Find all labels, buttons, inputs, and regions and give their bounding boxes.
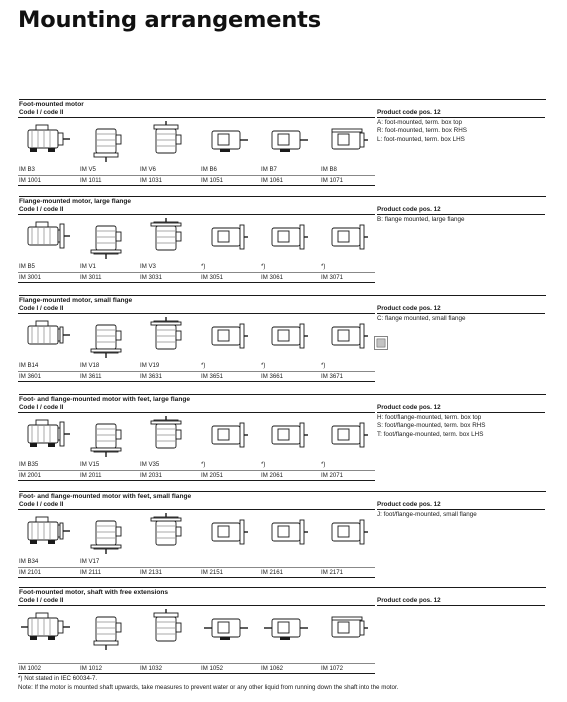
mounting-cell xyxy=(79,416,137,480)
motor-flange-side-icon xyxy=(200,218,256,262)
motor-flange-side-icon xyxy=(320,218,376,262)
mounting-name: *) xyxy=(321,362,326,369)
mounting-name: IM V1 xyxy=(80,263,96,270)
mounting-code: IM 3061 xyxy=(261,274,284,281)
mounting-code: IM 1011 xyxy=(80,177,102,184)
mounting-name: *) xyxy=(261,461,266,468)
footnote-note: Note: If the motor is mounted shaft upwards, take measures to prevent water or any other liquid from running down the shaft into the motor. xyxy=(18,684,399,691)
mounting-cell xyxy=(139,416,197,480)
mounting-name: *) xyxy=(321,461,326,468)
section-title: Foot- and flange-mounted motor with feet, large flange xyxy=(19,394,546,403)
mounting-section xyxy=(18,491,545,581)
mounting-section xyxy=(18,99,545,189)
product-code-option: A: foot-mounted, term. box top xyxy=(377,119,463,126)
mounting-cell xyxy=(139,609,197,673)
mounting-cell xyxy=(79,317,137,381)
mounting-cell xyxy=(79,609,137,673)
mounting-cell xyxy=(260,513,318,577)
mounting-code: IM 3071 xyxy=(321,274,344,281)
mounting-cell xyxy=(320,218,378,282)
product-code-label: Product code pos. 12 xyxy=(377,305,441,312)
motor-vertical-shaft-up-icon xyxy=(139,609,195,653)
mounting-name: IM V5 xyxy=(80,166,96,173)
mounting-cell xyxy=(260,317,318,381)
mounting-cell xyxy=(260,121,318,185)
mounting-code: IM 2071 xyxy=(321,472,344,479)
product-code-options xyxy=(377,216,465,224)
mounting-name: *) xyxy=(201,362,206,369)
mounting-name: IM V6 xyxy=(140,166,156,173)
mounting-cell xyxy=(18,218,76,282)
divider xyxy=(377,412,545,413)
product-code-options xyxy=(377,119,467,144)
mounting-cell xyxy=(79,218,137,282)
mounting-code: IM 1032 xyxy=(140,665,163,672)
mounting-cell xyxy=(200,218,258,282)
mounting-cell xyxy=(320,609,378,673)
mounting-cell xyxy=(79,121,137,185)
mounting-cell xyxy=(200,416,258,480)
mounting-cell xyxy=(320,416,378,480)
section-title: Foot-mounted motor, shaft with free extensions xyxy=(19,587,546,596)
motor-flange-side-icon xyxy=(200,513,256,557)
mounting-name: IM B5 xyxy=(19,263,35,270)
footnote-not-stated: *) Not stated in IEC 60034-7. xyxy=(18,675,98,682)
mounting-section xyxy=(18,295,545,385)
divider xyxy=(377,313,545,314)
code-column-label: Code I / code II xyxy=(19,206,64,213)
mounting-cell xyxy=(79,513,137,577)
mounting-code: IM 3671 xyxy=(321,373,344,380)
divider xyxy=(18,412,375,413)
product-code-label: Product code pos. 12 xyxy=(377,597,441,604)
code-column-label: Code I / code II xyxy=(19,404,64,411)
motor-vertical-flange-down-icon xyxy=(79,218,135,262)
mounting-cell xyxy=(18,609,76,673)
motor-flange-side-icon xyxy=(320,416,376,460)
motor-ceiling-mounted-icon xyxy=(320,609,376,653)
motor-wall-mounted-icon xyxy=(260,121,316,165)
mounting-code: IM 1061 xyxy=(261,177,284,184)
product-code-option: R: foot-mounted, term. box RHS xyxy=(377,127,467,135)
mounting-code: IM 1001 xyxy=(19,177,42,184)
motor-flange-side-icon xyxy=(320,317,376,361)
divider xyxy=(18,381,375,382)
code-column-label: Code I / code II xyxy=(19,597,64,604)
mounting-cell xyxy=(200,513,258,577)
mounting-code: IM 1072 xyxy=(321,665,344,672)
mounting-code: IM 2111 xyxy=(80,569,102,576)
mounting-cell xyxy=(320,513,378,577)
code-column-label: Code I / code II xyxy=(19,109,64,116)
divider xyxy=(18,605,375,606)
code-column-label: Code I / code II xyxy=(19,501,64,508)
mounting-name: *) xyxy=(201,461,206,468)
mounting-code: IM 3031 xyxy=(140,274,163,281)
mounting-code: IM 2131 xyxy=(140,569,163,576)
mounting-name: IM B8 xyxy=(321,166,337,173)
mounting-code: IM 1051 xyxy=(201,177,224,184)
product-code-option: J: foot/flange-mounted, small flange xyxy=(377,511,477,518)
mounting-name: *) xyxy=(201,263,206,270)
mounting-code: IM 2031 xyxy=(140,472,163,479)
product-code-options xyxy=(377,315,466,323)
mounting-name: IM V17 xyxy=(80,558,100,565)
page-title: Mounting arrangements xyxy=(18,7,321,33)
divider xyxy=(18,577,375,578)
mounting-code: IM 3011 xyxy=(80,274,102,281)
mounting-cell xyxy=(139,121,197,185)
mounting-cell xyxy=(18,513,76,577)
motor-double-shaft-wall-icon xyxy=(260,609,316,653)
mounting-cell xyxy=(139,218,197,282)
mounting-code: IM 1031 xyxy=(140,177,163,184)
grid-overlay-icon[interactable] xyxy=(374,336,388,350)
mounting-cell xyxy=(260,416,318,480)
motor-flange-side-icon xyxy=(200,317,256,361)
motor-double-shaft-wall-icon xyxy=(200,609,256,653)
mounting-section xyxy=(18,196,545,286)
mounting-code: IM 3051 xyxy=(201,274,224,281)
section-title: Foot- and flange-mounted motor with feet, small flange xyxy=(19,491,546,500)
divider xyxy=(18,673,375,674)
mounting-cell xyxy=(18,416,76,480)
motor-wall-mounted-icon xyxy=(200,121,256,165)
mounting-code: IM 1052 xyxy=(201,665,224,672)
mounting-section xyxy=(18,394,545,484)
mounting-code: IM 1002 xyxy=(19,665,42,672)
divider xyxy=(377,214,545,215)
motor-flange-side-icon xyxy=(260,513,316,557)
product-code-label: Product code pos. 12 xyxy=(377,404,441,411)
mounting-code: IM 2051 xyxy=(201,472,224,479)
product-code-label: Product code pos. 12 xyxy=(377,109,441,116)
mounting-cell xyxy=(200,317,258,381)
mounting-name: IM B35 xyxy=(19,461,39,468)
mounting-name: *) xyxy=(261,362,266,369)
divider xyxy=(18,313,375,314)
motor-flange-side-icon xyxy=(200,416,256,460)
mounting-name: *) xyxy=(321,263,326,270)
mounting-name: IM B7 xyxy=(261,166,277,173)
mounting-code: IM 3651 xyxy=(201,373,224,380)
mounting-code: IM 2161 xyxy=(261,569,284,576)
motor-large-flange-icon xyxy=(18,218,74,262)
mounting-name: IM V19 xyxy=(140,362,160,369)
mounting-cell xyxy=(18,317,76,381)
motor-vertical-flange-up-icon xyxy=(139,513,195,557)
divider xyxy=(18,282,375,283)
motor-feet-large-flange-icon xyxy=(18,416,74,460)
product-code-option: S: foot/flange-mounted, term. box RHS xyxy=(377,422,486,430)
divider xyxy=(18,509,375,510)
mounting-cell xyxy=(320,121,378,185)
divider xyxy=(377,509,545,510)
mounting-name: IM B34 xyxy=(19,558,39,565)
mounting-name: IM V18 xyxy=(80,362,100,369)
mounting-code: IM 2061 xyxy=(261,472,284,479)
mounting-cell xyxy=(200,609,258,673)
mounting-code: IM 1062 xyxy=(261,665,284,672)
motor-vertical-shaft-up-icon xyxy=(139,121,195,165)
motor-ceiling-mounted-icon xyxy=(320,121,376,165)
motor-vertical-flange-down-icon xyxy=(79,317,135,361)
product-code-options xyxy=(377,414,486,439)
motor-double-shaft-icon xyxy=(18,609,74,653)
mounting-cell xyxy=(200,121,258,185)
mounting-name: *) xyxy=(261,263,266,270)
mounting-code: IM 2151 xyxy=(201,569,224,576)
divider xyxy=(18,117,375,118)
product-code-option: B: flange mounted, large flange xyxy=(377,216,465,223)
mounting-cell xyxy=(18,121,76,185)
motor-flange-side-icon xyxy=(260,416,316,460)
product-code-option: H: foot/flange-mounted, term. box top xyxy=(377,414,482,421)
motor-vertical-flange-up-icon xyxy=(139,416,195,460)
motor-vertical-flange-down-icon xyxy=(79,416,135,460)
mounting-name: IM V15 xyxy=(80,461,100,468)
motor-vertical-flange-up-icon xyxy=(139,317,195,361)
mounting-code: IM 1012 xyxy=(80,665,103,672)
section-title: Flange-mounted motor, small flange xyxy=(19,295,546,304)
mounting-section xyxy=(18,587,545,677)
divider xyxy=(377,605,545,606)
product-code-options xyxy=(377,511,477,519)
mounting-code: IM 3601 xyxy=(19,373,42,380)
product-code-label: Product code pos. 12 xyxy=(377,206,441,213)
motor-vertical-flange-up-icon xyxy=(139,218,195,262)
mounting-code: IM 3661 xyxy=(261,373,284,380)
motor-flange-side-icon xyxy=(260,317,316,361)
mounting-name: IM B6 xyxy=(201,166,217,173)
mounting-code: IM 3001 xyxy=(19,274,42,281)
mounting-code: IM 1071 xyxy=(321,177,344,184)
motor-vertical-shaft-down-icon xyxy=(79,609,135,653)
mounting-cell xyxy=(260,218,318,282)
product-code-label: Product code pos. 12 xyxy=(377,501,441,508)
motor-horizontal-feet-icon xyxy=(18,121,74,165)
divider xyxy=(377,117,545,118)
divider xyxy=(18,185,375,186)
motor-flange-side-icon xyxy=(320,513,376,557)
product-code-option: L: foot-mounted, term. box LHS xyxy=(377,135,465,143)
product-code-option: C: flange mounted, small flange xyxy=(377,315,466,322)
mounting-code: IM 3631 xyxy=(140,373,163,380)
code-column-label: Code I / code II xyxy=(19,305,64,312)
motor-feet-small-flange-icon xyxy=(18,513,74,557)
motor-small-flange-icon xyxy=(18,317,74,361)
mounting-name: IM B14 xyxy=(19,362,39,369)
mounting-cell xyxy=(139,317,197,381)
mounting-code: IM 3611 xyxy=(80,373,102,380)
mounting-name: IM V3 xyxy=(140,263,156,270)
motor-vertical-shaft-down-icon xyxy=(79,121,135,165)
motor-flange-side-icon xyxy=(260,218,316,262)
product-code-option: T: foot/flange-mounted, term. box LHS xyxy=(377,430,484,438)
divider xyxy=(18,480,375,481)
mounting-code: IM 2171 xyxy=(321,569,344,576)
mounting-cell xyxy=(260,609,318,673)
mounting-cell xyxy=(139,513,197,577)
section-title: Flange-mounted motor, large flange xyxy=(19,196,546,205)
mounting-code: IM 2011 xyxy=(80,472,102,479)
mounting-name: IM B3 xyxy=(19,166,35,173)
section-title: Foot-mounted motor xyxy=(19,99,546,108)
divider xyxy=(18,214,375,215)
motor-vertical-flange-down-icon xyxy=(79,513,135,557)
mounting-name: IM V35 xyxy=(140,461,160,468)
mounting-code: IM 2101 xyxy=(19,569,42,576)
mounting-cell xyxy=(320,317,378,381)
mounting-code: IM 2001 xyxy=(19,472,42,479)
